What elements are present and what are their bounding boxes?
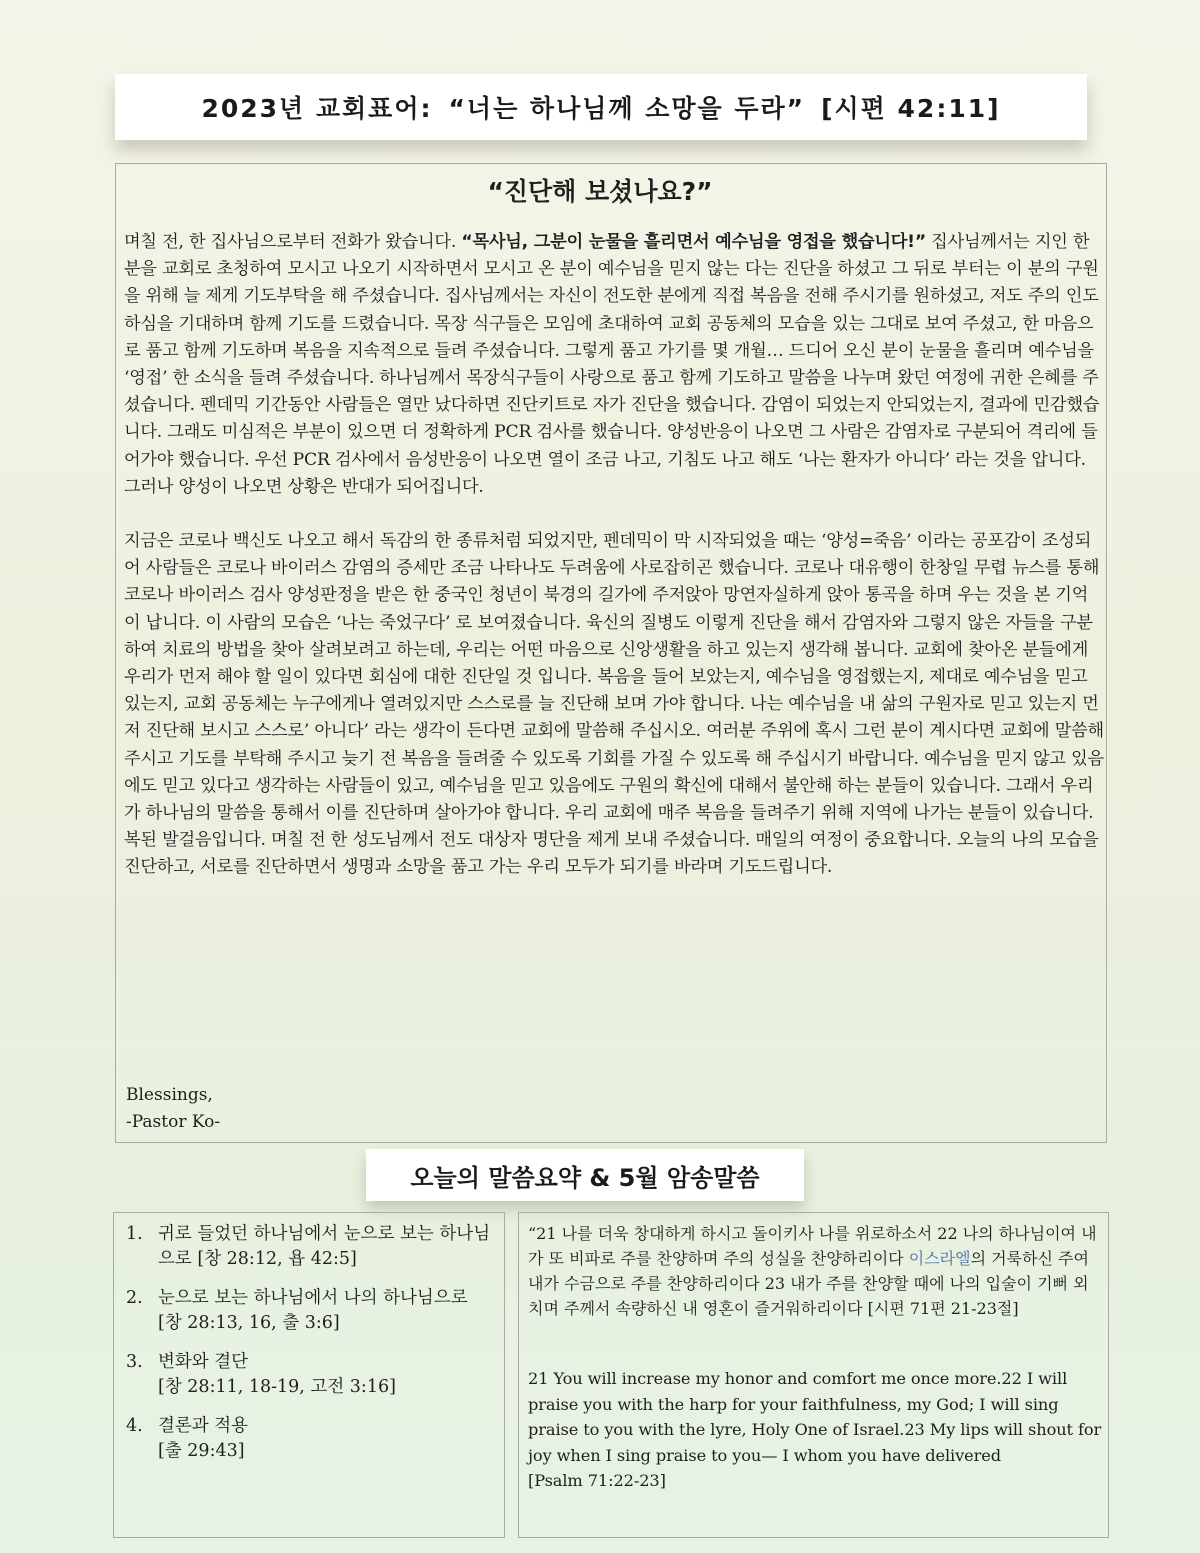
pastor-signature: -Pastor Ko- <box>126 1112 221 1132</box>
motto-reference: [시편 42:11] <box>821 94 1001 123</box>
item-content <box>158 1350 396 1400</box>
memory-verse-english <box>528 1366 1104 1494</box>
verse-en-text: 21 You will increase my honor and comfort me once more.22 I will praise you with the harp for your faithfulness, my God; I will sing praise to you with the lyre, Holy One of Israel.23 My lips will shout for joy when I sing praise to you— I whom you have delivered <box>528 1369 1102 1465</box>
verse-ko-part-1: “21 나를 더욱 창대하게 하시고 돌이키사 나를 위로하소서 22 나의 하나님이여 내가 또 비파로 주를 찬양하며 주의 성실을 찬양하리이다 <box>528 1224 1097 1268</box>
church-motto-banner <box>115 74 1087 140</box>
verse-en-reference: [Psalm 71:22-23] <box>528 1471 666 1491</box>
list-item <box>126 1222 496 1272</box>
item-number: 3. <box>126 1352 143 1372</box>
motto-year-label: 2023년 교회표어: <box>201 94 433 123</box>
column-paragraph-2: 지금은 코로나 백신도 나오고 해서 독감의 한 종류처럼 되었지만, 펜데믹이 막 시작되었을 때는 ‘양성=죽음’ 이라는 공포감이 조성되어 사람들은 코로나 바이러스 감염의 증세만 조금 나타나도 두려움에 사로잡히곤 했습니다. 코로나 대유행이 한창일 무렵 뉴스를 통해 코로나 바이러스 검사 양성판정을 받은 한 중국인 청년이 북경의 길가에 주저앉아 망연자실하게 앉아 통곡을 하며 우는 것을 본 기억이 납니다. 이 사람의 모습은 ‘나는 죽었구다’ 로 보여졌습니다. 육신의 질병도 이렇게 진단을 해서 감염자와 그렇지 않은 자들을 구분하여 치료의 방법을 찾아 살려보려고 하는데, 우리는 어떤 마음으로 신앙생활을 하고 있는지 생각해 봅니다. 교회에 찾아온 분들에게 우리가 먼저 해야 할 일이 있다면 회심에 대한 진단일 것 입니다. 복음을 들어 보았는지, 예수님을 영접했는지, 제대로 예수님을 믿고 있는지, 교회 공동체는 누구에게나 열려있지만 스스로를 늘 진단해 보며 가야 합니다. 나는 예수님을 내 삶의 구원자로 믿고 있는지 먼저 진단해 보시고 스스로’ 아니다’ 라는 생각이 든다면 교회에 말씀해 주십시오. 여러분 주위에 혹시 그런 분이 계시다면 교회에 말씀해 주시고 기도를 부탁해 주시고 늦기 전 복음을 들려줄 수 있도록 기회를 가질 수 있도록 해 주십시기 바랍니다. 예수님을 믿지 않고 있음에도 믿고 있다고 생각하는 사람들이 있고, 예수님을 믿고 있음에도 구원의 확신에 대해서 불안해 하는 분들이 있습니다. 그래서 우리가 하나님의 말씀을 통해서 이를 진단하며 살아가야 합니다. 우리 교회에 매주 복음을 들려주기 위해 지역에 나가는 분들이 있습니다. 복된 발걸음입니다. 며칠 전 한 성도님께서 전도 대상자 명단을 제게 보내 주셨습니다. 매일의 여정이 중요합니다. 오늘의 나의 모습을 진단하고, 서로를 진단하면서 생명과 소망을 품고 가는 우리 모두가 되기를 바라며 기도드립니다. <box>124 531 1104 878</box>
item-text: 귀로 들었던 하나님에서 눈으로 보는 하나님으로 [창 28:12, 욥 42:5] <box>158 1224 491 1269</box>
deacon-quote: “목사님, 그분이 눈물을 흘리면서 예수님을 영접을 했습니다!” <box>461 232 926 252</box>
item-number: 2. <box>126 1288 143 1308</box>
item-text: 결론과 적용 <box>158 1416 249 1436</box>
verse-ko-part-2: 의 거룩하신 주여 내가 수금으로 주를 찬양하리이다 23 내가 주를 찬양할 때에 나의 입술이 기뻐 외치며 주께서 속량하신 내 영혼이 즐거워하리이다 [시편 71편 21-23절] <box>528 1249 1089 1318</box>
item-number: 1. <box>126 1224 143 1244</box>
sermon-section-title: 오늘의 말씀요약 & 5월 암송말씀 <box>366 1149 804 1201</box>
item-reference: [창 28:11, 18-19, 고전 3:16] <box>158 1377 396 1397</box>
motto-text: “너는 하나님께 소망을 두라” <box>448 94 806 123</box>
closing-text: Blessings, <box>126 1085 213 1105</box>
item-content <box>158 1414 248 1464</box>
item-number: 4. <box>126 1416 143 1436</box>
sermon-summary-list <box>126 1222 496 1478</box>
column-body <box>124 229 1104 882</box>
list-item <box>126 1350 496 1400</box>
item-reference: [출 29:43] <box>158 1441 245 1461</box>
paragraph-1-lead: 며칠 전, 한 집사님으로부터 전화가 왔습니다. <box>124 232 462 252</box>
memory-verse-korean <box>528 1221 1098 1321</box>
signature-block <box>126 1082 220 1136</box>
list-item <box>126 1414 496 1464</box>
column-paragraph-1 <box>124 229 1104 501</box>
paragraph-1-body: 집사님께서는 지인 한분을 교회로 초청하여 모시고 나오기 시작하면서 모시고 온 분이 예수님을 믿지 않는 다는 진단을 하셨고 그 뒤로 부터는 이 분의 구원을 위해 늘 제게 기도부탁을 해 주셨습니다. 집사님께서는 자신이 전도한 분에게 직접 복음을 전해 주시기를 원하셨고, 저도 주의 인도하심을 기대하며 함께 기도를 드렸습니다. 목장 식구들은 모임에 초대하여 교회 공동체의 모습을 있는 그대로 보여 주셨고, 한 마음으로 품고 함께 기도하며 복음을 지속적으로 들려 주셨습니다. 그렇게 품고 가기를 몇 개월… 드디어 오신 분이 눈물을 흘리며 예수님을 ‘영접’ 한 소식을 들려 주셨습니다. 하나님께서 목장식구들이 사랑으로 품고 함께 기도하고 말씀을 나누며 왔던 여정에 귀한 은혜를 주셨습니다. 펜데믹 기간동안 사람들은 열만 났다하면 진단키트로 자가 진단을 했습니다. 감염이 되었는지 안되었는지, 결과에 민감했습니다. 그래도 미심적은 부분이 있으면 더 정확하게 PCR 검사를 했습니다. 양성반응이 나오면 그 사람은 감염자로 구분되어 격리에 들어가야 했습니다. 우선 PCR 검사에서 음성반응이 나오면 열이 조금 나고, 기침도 나고 해도 ‘나는 환자가 아니다’ 라는 것을 압니다. 그러나 양성이 나오면 상황은 반대가 되어집니다. <box>124 232 1100 497</box>
item-text: 변화와 결단 <box>158 1352 249 1372</box>
verse-ko-highlight: 이스라엘 <box>908 1249 971 1268</box>
column-title: “진단해 보셨나요?” <box>487 177 713 206</box>
list-item <box>126 1286 496 1336</box>
item-text: 눈으로 보는 하나님에서 나의 하나님으로 [창 28:13, 16, 출 3:6] <box>158 1288 468 1333</box>
